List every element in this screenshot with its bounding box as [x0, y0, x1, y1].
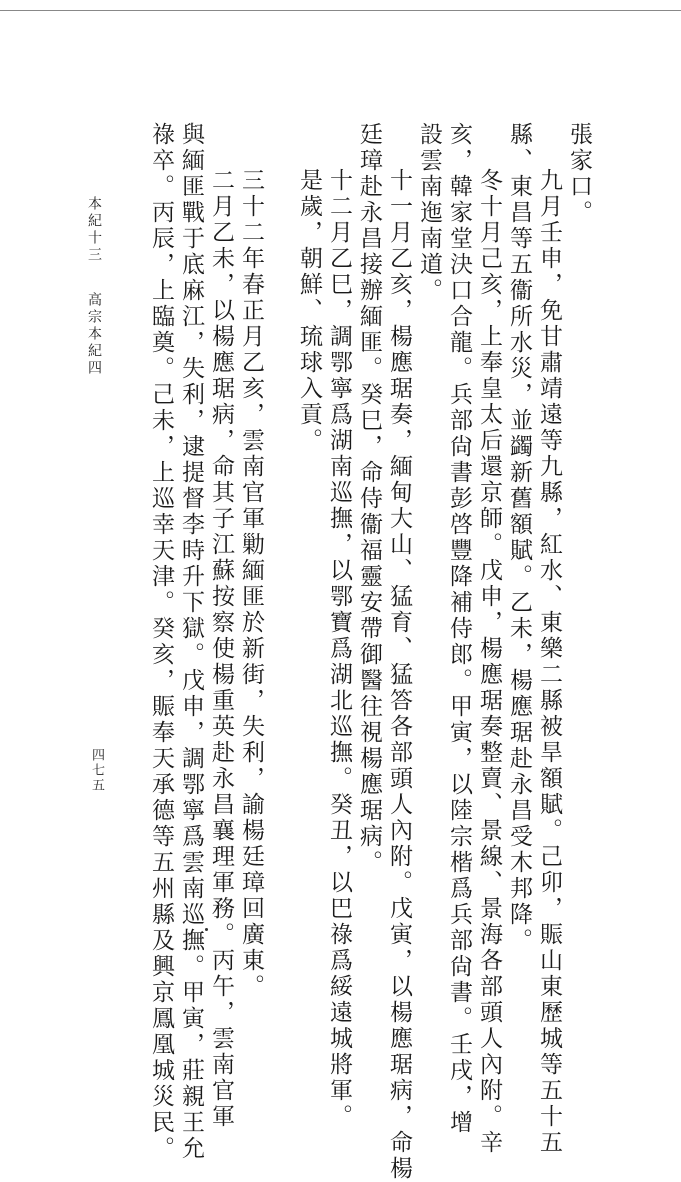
text-column: 亥，韓家堂決口合龍。兵部尙書彭啓豐降補侍郎。甲寅，以陸宗楷爲兵部尙書。壬戌，增: [446, 122, 472, 1136]
text-column: 二月乙未，以楊應琚病，命其子江蘇按察使楊重英赴永昌襄理軍務。丙午，雲南官軍: [208, 168, 234, 1130]
text-column: 張家口。: [566, 122, 592, 226]
text-column: 十一月乙亥，楊應琚奏，緬甸大山、猛育、猛答各部頭人內附。戊寅，以楊應琚病，命楊: [386, 168, 412, 1182]
stray-mark: [205, 928, 208, 931]
volume-label: 本紀十三: [86, 196, 102, 264]
text-column: 是歲，朝鮮、琉球入貢。: [296, 168, 322, 454]
text-column: 與緬匪戰于底麻江，失利，逮提督李時升下獄。戊申，調鄂寧爲雲南巡撫。甲寅，莊親王允: [178, 122, 204, 1162]
chapter-title: 高宗本紀四: [86, 292, 102, 377]
text-column: 設雲南迤南道。: [416, 122, 442, 304]
text-column: 廷璋赴永昌接辦緬匪。癸巳，命侍衞福靈安帶御醫往視楊應琚病。: [356, 122, 382, 876]
text-column: 十二月乙巳，調鄂寧爲湖南巡撫，以鄂寶爲湖北巡撫。癸丑，以巴祿爲綏遠城將軍。: [326, 168, 352, 1130]
top-rule: [0, 10, 681, 11]
text-column: 九月壬申，免甘肅靖遠等九縣，紅水、東樂二縣被旱額賦。己卯，賑山東歷城等五十五: [536, 168, 562, 1156]
page-number: 四七五: [89, 748, 104, 793]
text-column: 縣、東昌等五衞所水災，並蠲新舊額賦。乙未，楊應琚赴永昌受木邦降。: [506, 122, 532, 954]
text-column: 冬十月己亥，上奉皇太后還京師。戊申，楊應琚奏整賣、景線、景海各部頭人內附。辛: [476, 168, 502, 1156]
text-column: 三十二年春正月乙亥，雲南官軍勦緬匪於新街，失利，諭楊廷璋回廣東。: [238, 168, 264, 1000]
text-column: 祿卒。丙辰，上臨奠。己未，上巡幸天津。癸亥，賑奉天承德等五州縣及興京鳳凰城災民。: [148, 122, 174, 1162]
